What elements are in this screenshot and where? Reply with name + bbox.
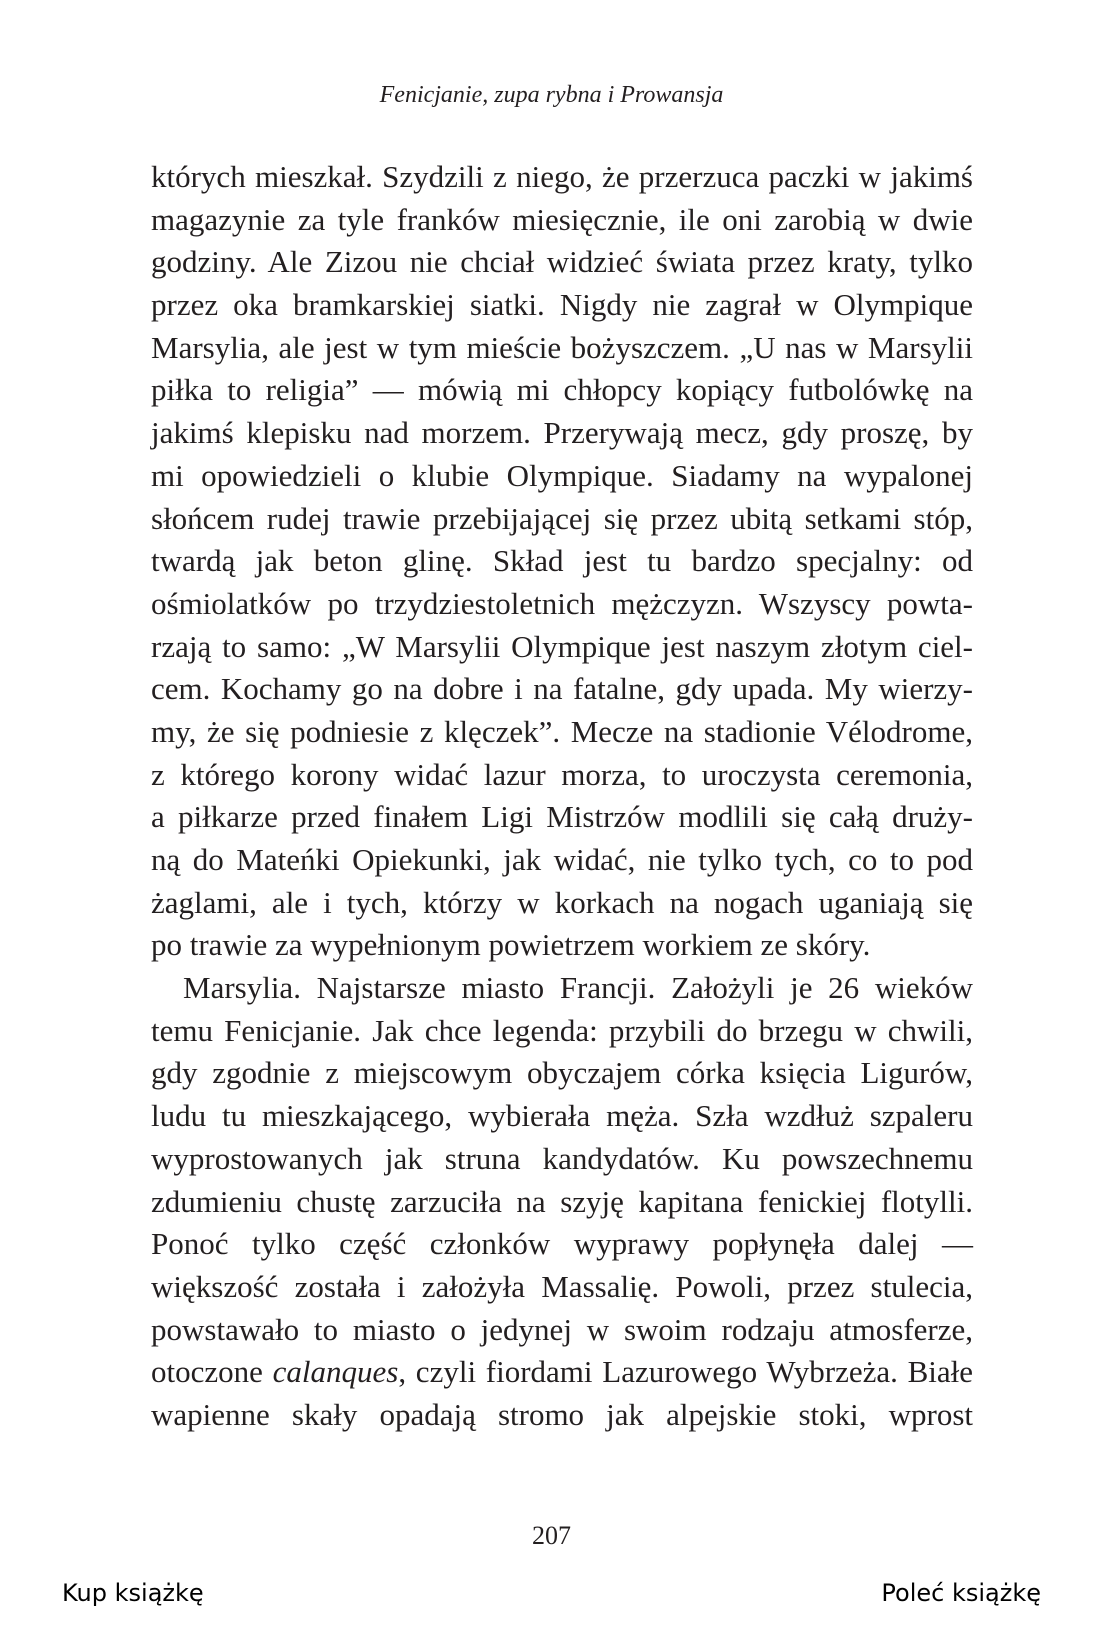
text-line: gdy zgodnie z miejscowym obyczajem córka księcia Ligurów,	[151, 1055, 973, 1091]
body-text	[151, 156, 973, 1437]
text-line: ludu tu mieszkającego, wybierała męża. Szła wzdłuż szpaleru	[151, 1098, 973, 1134]
text-line: temu Fenicjanie. Jak chce legenda: przybili do brzegu w chwili,	[151, 1012, 973, 1048]
text-line: przez oka bramkarskiej siatki. Nigdy nie zagrał w Olympique	[151, 287, 973, 323]
text-line: z którego korony widać lazur morza, to uroczysta ceremonia,	[151, 756, 973, 792]
text-line: godziny. Ale Zizou nie chciał widzieć świata przez kraty, tylko	[151, 244, 973, 280]
paragraph-start-line: Marsylia. Najstarsze miasto Francji. Założyli je 26 wieków	[183, 970, 973, 1006]
text-line: piłka to religia” — mówią mi chłopcy kopiący futbolówkę na	[151, 372, 973, 408]
text-line: mi opowiedzieli o klubie Olympique. Siadamy na wypalonej	[151, 457, 973, 493]
text-line: zdumieniu chustę zarzuciła na szyję kapitana fenickiej flotylli.	[151, 1183, 973, 1219]
page-number: 207	[532, 1521, 571, 1550]
text-line: Marsylia, ale jest w tym mieście bożyszczem. „U nas w Marsylii	[151, 329, 973, 365]
text-line: ośmiolatków po trzydziestoletnich mężczyzn. Wszyscy powta-	[151, 585, 973, 621]
text-line: my, że się podniesie z klęczek”. Mecze na stadionie Vélodrome,	[151, 713, 973, 749]
text-line: powstawało to miasto o jedynej w swoim rodzaju atmosferze,	[151, 1311, 973, 1347]
paragraph-end-line: po trawie za wypełnionym powietrzem workiem ze skóry.	[151, 927, 871, 963]
buy-book-link[interactable]: Kup książkę	[62, 1579, 204, 1607]
running-header: Fenicjanie, zupa rybna i Prowansja	[379, 82, 724, 108]
text-line: wapienne skały opadają stromo jak alpejskie stoki, wprost	[151, 1396, 973, 1432]
text-line: rzają to samo: „W Marsylii Olympique jest naszym złotym ciel-	[151, 628, 973, 664]
text-line: których mieszkał. Szydzili z niego, że przerzuca paczki w jakimś	[151, 159, 973, 194]
text-line: Ponoć tylko część członków wyprawy popłynęła dalej —	[151, 1226, 973, 1262]
text-line: a piłkarze przed finałem Ligi Mistrzów modlili się całą druży-	[151, 799, 973, 835]
text-line: większość została i założyła Massalię. Powoli, przez stulecia,	[151, 1268, 973, 1304]
italic-term: calanques	[272, 1354, 399, 1390]
text-line: żaglami, ale i tych, którzy w korkach na nogach uganiają się	[151, 884, 973, 920]
text-line: ną do Mateńki Opiekunki, jak widać, nie tylko tych, co to pod	[151, 842, 973, 877]
text-line: jakimś klepisku nad morzem. Przerywają mecz, gdy proszę, by	[151, 415, 973, 451]
text-line: cem. Kochamy go na dobre i na fatalne, gdy upada. My wierzy-	[151, 671, 973, 707]
recommend-book-link[interactable]: Poleć książkę	[881, 1579, 1041, 1607]
text-line: wyprostowanych jak struna kandydatów. Ku powszechnemu	[151, 1140, 973, 1176]
text-line: słońcem rudej trawie przebijającej się przez ubitą setkami stóp,	[151, 500, 973, 536]
text-line: twardą jak beton glinę. Skład jest tu bardzo specjalny: od	[151, 543, 973, 579]
text-line: otoczone calanques, czyli fiordami Lazurowego Wybrzeża. Białe	[151, 1354, 974, 1390]
text-line: magazynie za tyle franków miesięcznie, ile oni zarobią w dwie	[151, 201, 973, 237]
